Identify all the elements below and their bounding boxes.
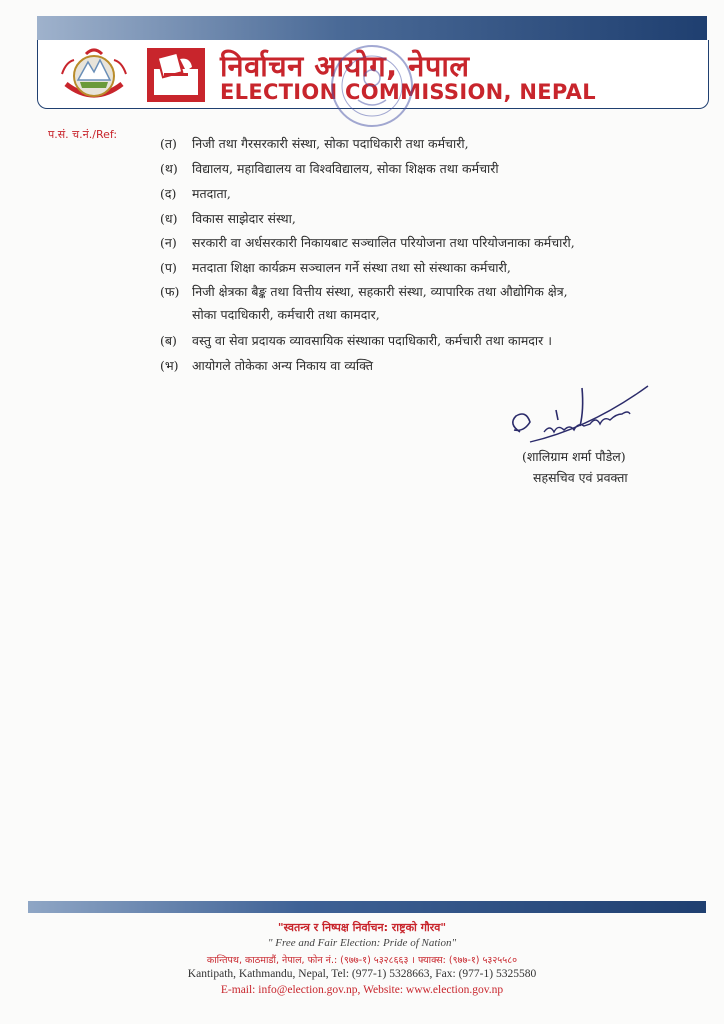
list-marker: (ध) [160, 211, 178, 226]
signer-title: सहसचिव एवं प्रवक्ता [533, 470, 628, 485]
list-marker: (ब) [160, 333, 177, 348]
footer-motto-nepali: "स्वतन्त्र र निष्पक्ष निर्वाचन: राष्ट्रको गौरव" [277, 921, 447, 934]
commission-title-english: ELECTION COMMISSION, NEPAL [220, 80, 596, 104]
list-item-text: विद्यालय, महाविद्यालय वा विश्वविद्यालय, सोका शिक्षक तथा कर्मचारी [192, 161, 499, 176]
list-item-text: मतदाता, [192, 186, 231, 201]
list-marker: (न) [160, 235, 177, 250]
header-band [37, 16, 707, 40]
signer-name: (शालिग्राम शर्मा पौडेल) [522, 449, 626, 464]
list-marker: (भ) [160, 358, 179, 373]
list-item-text: विकास साझेदार संस्था, [192, 211, 296, 226]
list-marker: (त) [160, 136, 177, 151]
commission-title-nepali: निर्वाचन आयोग, नेपाल [220, 49, 470, 83]
list-marker: (प) [160, 260, 177, 275]
official-seal-stamp-icon [322, 38, 422, 134]
list-item [160, 133, 469, 155]
footer-address-english: Kantipath, Kathmandu, Nepal, Tel: (977-1) 5328663, Fax: (977-1) 5325580 [187, 968, 537, 980]
list-item [160, 158, 499, 180]
list-item [160, 183, 231, 205]
footer-motto-english: " Free and Fair Election: Pride of Nation" [267, 937, 457, 949]
reference-label: प.सं. च.नं./Ref: [48, 128, 118, 141]
list-item [160, 208, 296, 230]
ballot-box-logo-icon [146, 47, 206, 103]
list-item [160, 257, 511, 279]
list-item-text: वस्तु वा सेवा प्रदायक व्यावसायिक संस्थाका पदाधिकारी, कर्मचारी तथा कामदार । [192, 333, 552, 348]
list-item-text: निजी क्षेत्रका बैङ्क तथा वित्तीय संस्था, सहकारी संस्था, व्यापारिक तथा औद्योगिक क्षेत्र, [192, 284, 568, 299]
list-item [160, 281, 568, 303]
nepal-emblem-icon [58, 44, 130, 106]
list-marker: (द) [160, 186, 177, 201]
list-item [160, 232, 575, 254]
list-item-continuation: सोका पदाधिकारी, कर्मचारी तथा कामदार, [192, 307, 380, 322]
footer-address-nepali: कान्तिपथ, काठमाडौं, नेपाल, फोन नं.: (९७७-१) ५३२८६६३ । फ्याक्स: (९७७-१) ५३२५५८० [206, 955, 518, 966]
list-item-text: मतदाता शिक्षा कार्यक्रम सञ्चालन गर्ने संस्था तथा सो संस्थाका कर्मचारी, [192, 260, 511, 275]
list-item [160, 355, 373, 377]
list-item-text: सरकारी वा अर्धसरकारी निकायबाट सञ्चालित परियोजना तथा परियोजनाका कर्मचारी, [192, 235, 575, 250]
footer-band [28, 901, 706, 913]
list-marker: (थ) [160, 161, 178, 176]
list-item-text: आयोगले तोकेका अन्य निकाय वा व्यक्ति [192, 358, 373, 373]
list-marker: (फ) [160, 284, 180, 299]
list-item-text: निजी तथा गैरसरकारी संस्था, सोका पदाधिकारी तथा कर्मचारी, [192, 136, 469, 151]
footer-contact: E-mail: info@election.gov.np, Website: www.election.gov.np [220, 984, 504, 996]
list-item [160, 330, 552, 352]
